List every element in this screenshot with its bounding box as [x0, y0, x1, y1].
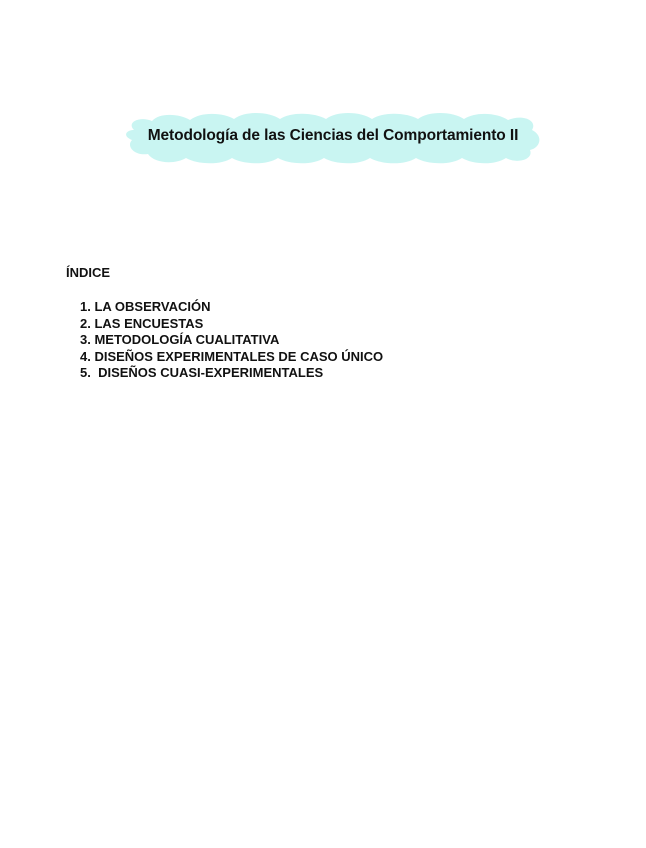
index-heading: ÍNDICE — [66, 265, 111, 280]
toc-item: 2. LAS ENCUESTAS — [80, 315, 204, 331]
title-banner — [120, 108, 546, 168]
document-title: Metodología de las Ciencias del Comportamiento II — [147, 127, 519, 144]
table-of-contents — [80, 299, 383, 382]
toc-item: 3. METODOLOGÍA CUALITATIVA — [80, 332, 280, 348]
toc-item: 1. LA OBSERVACIÓN — [80, 299, 211, 314]
toc-item: 5. DISEÑOS CUASI-EXPERIMENTALES — [80, 365, 324, 381]
toc-item: 4. DISEÑOS EXPERIMENTALES DE CASO ÚNICO — [80, 348, 384, 364]
